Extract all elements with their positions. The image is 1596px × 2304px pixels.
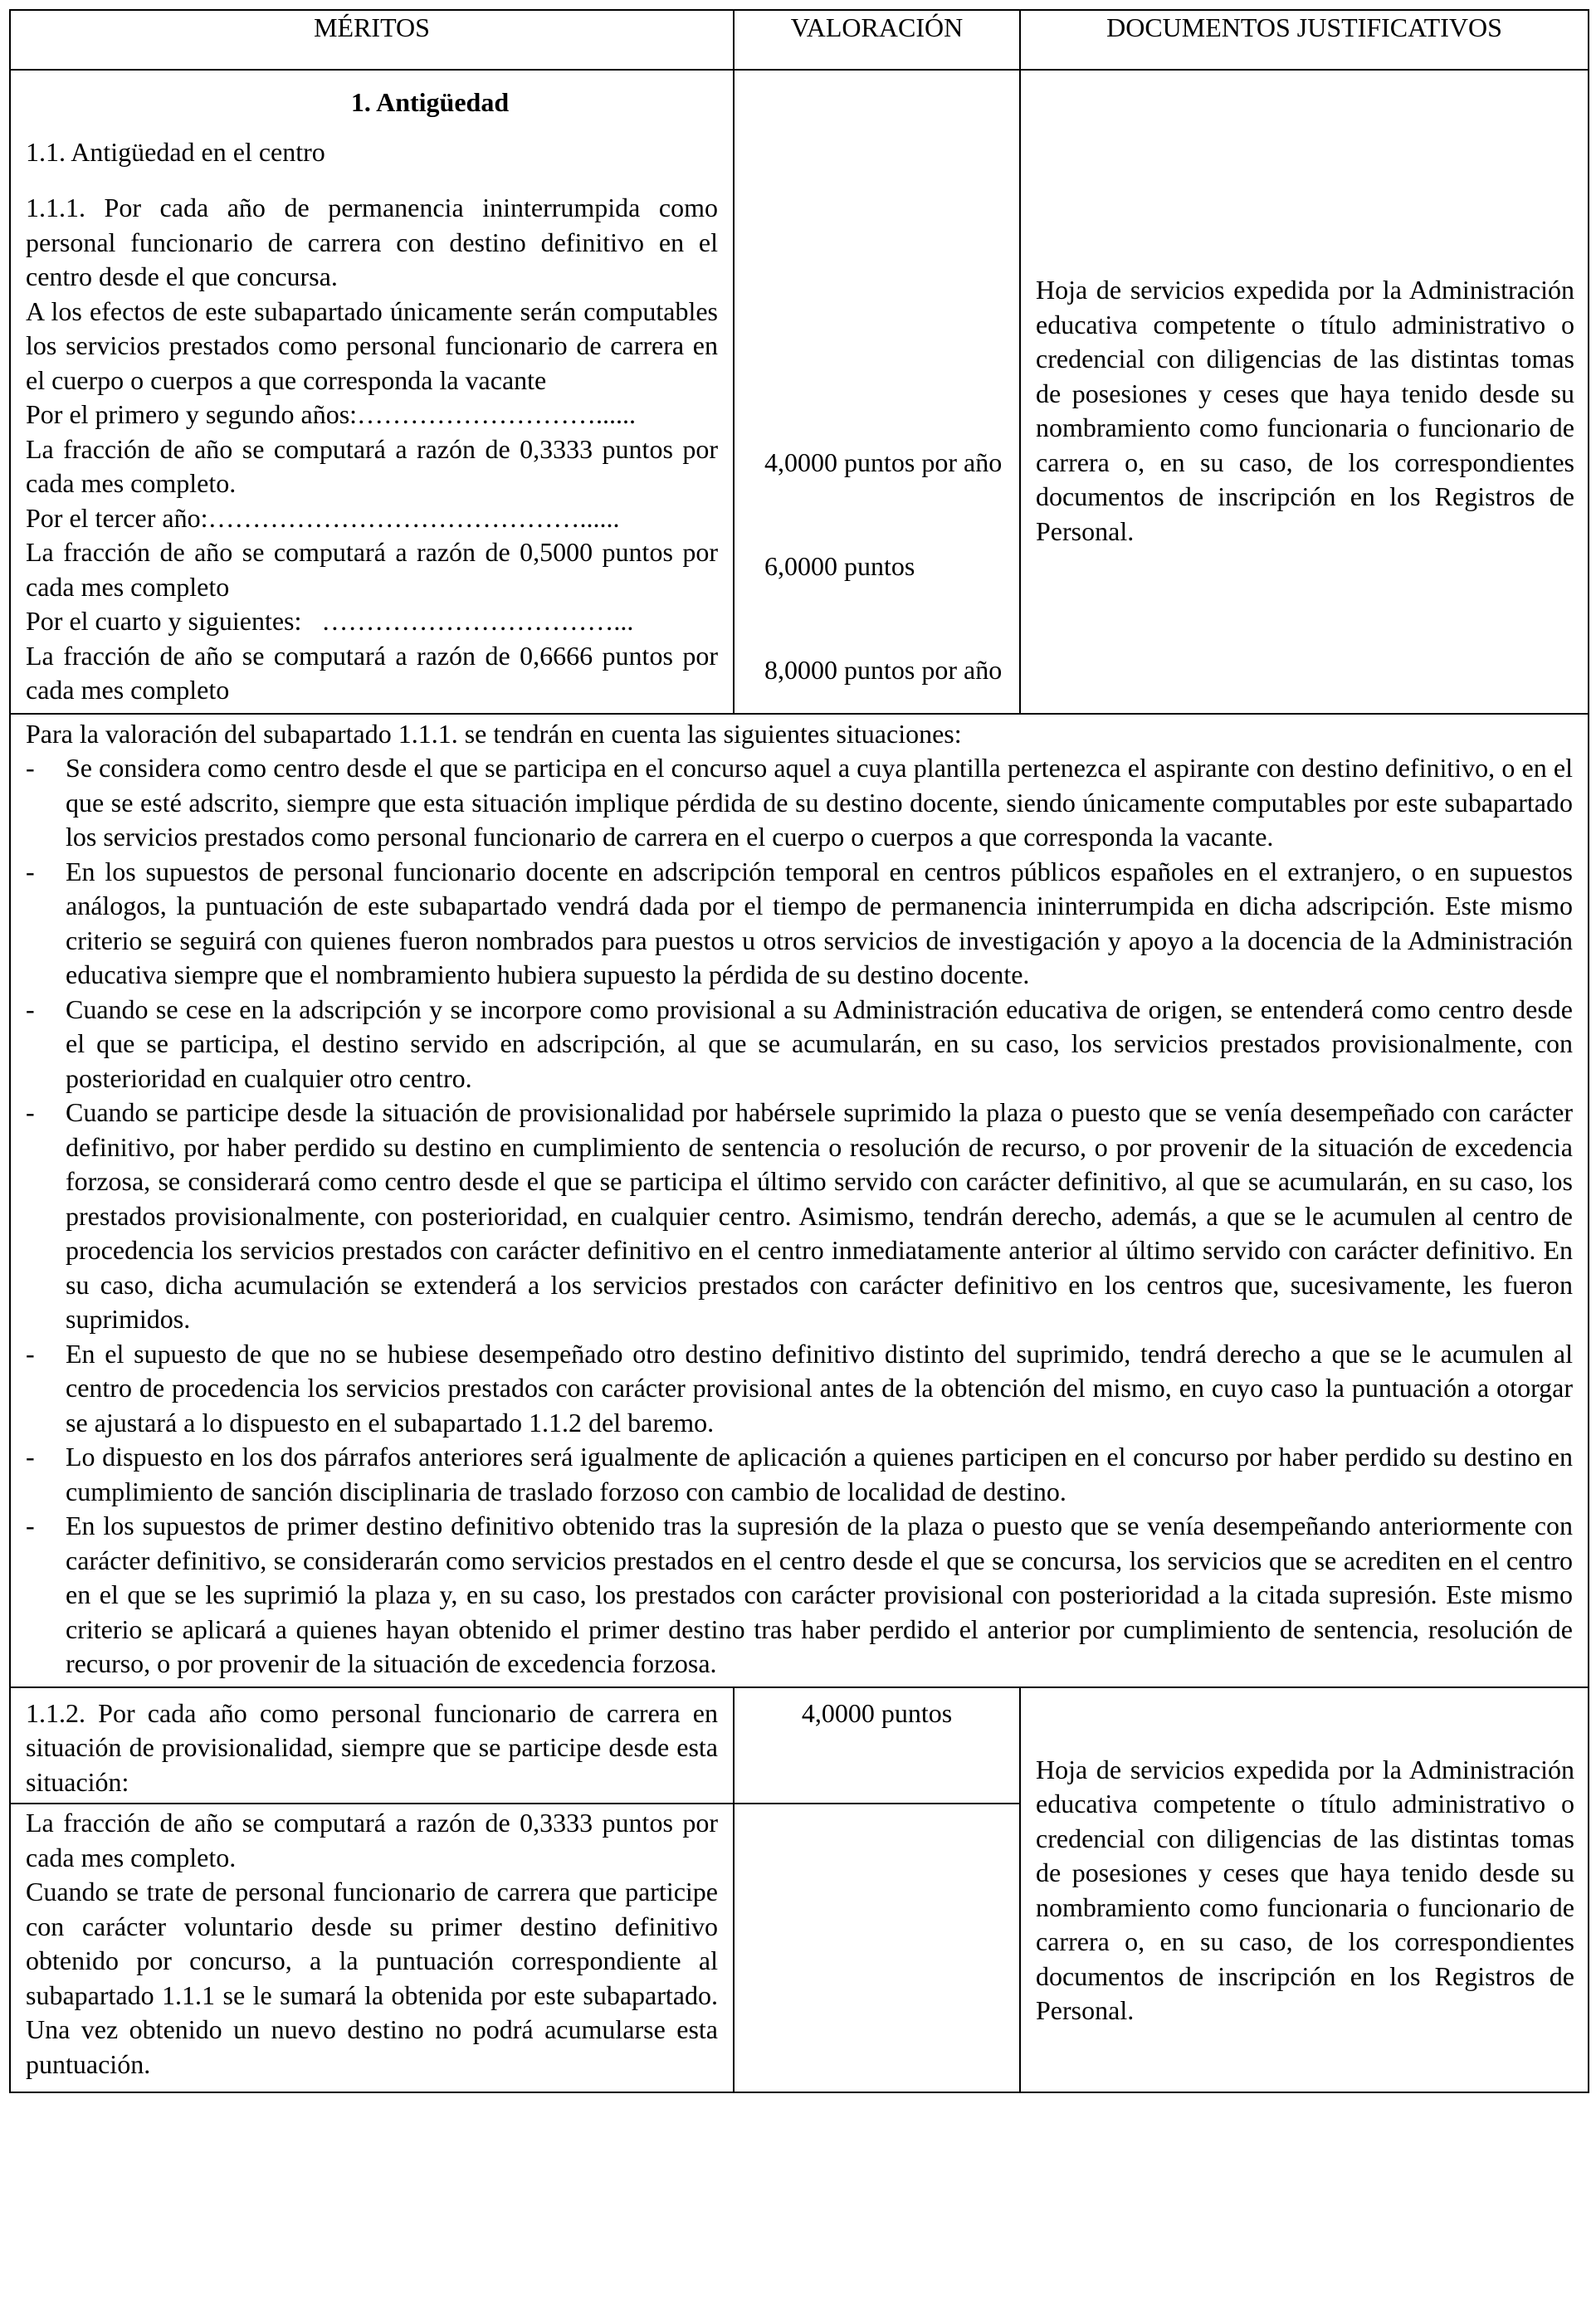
- cuarto-line: Por el cuarto y siguientes: ……………………………...: [26, 606, 634, 636]
- paragraph-111-efectos: A los efectos de este subapartado únicamente serán computables los servicios prestados como personal funcionario de carrera en el cuerpo o cuerpos a que corresponda la vacante: [26, 295, 718, 395]
- list-item: - En los supuestos de primer destino definitivo obtenido tras la supresión de la plaza o puesto que se venía desempeñando anteriormente con carácter definitivo, se considerarán como servicios prestados en el centro desde el que se concursa, los servicios que se acrediten en el centro en el que se les suprimió la plaza y, en su caso, los prestados con carácter provisional con posterioridad a la citada supresión. Este mismo criterio se aplicará a quienes hayan obtenido el primer destino tras haber perdido el anterior por cumplimiento de sentencia, resolución de recurso, o por provenir de la situación de excedencia forzosa.: [26, 1511, 1573, 1678]
- baremo-table: [9, 9, 1589, 2093]
- fraccion-1: La fracción de año se computará a razón de 0,3333 puntos por cada mes completo.: [26, 433, 718, 498]
- header-documentos: DOCUMENTOS JUSTIFICATIVOS: [1020, 10, 1589, 70]
- cell-112-valoracion: 4,0000 puntos: [734, 1687, 1020, 1804]
- fraccion-112: La fracción de año se computará a razón de 0,3333 puntos por cada mes completo.: [26, 1808, 718, 1872]
- cell-112-intro: 1.1.2. Por cada año como personal funcionario de carrera en situación de provisionalidad, siempre que se participe desde esta situación:: [10, 1687, 734, 1804]
- documentos-111: Hoja de servicios expedida por la Administración educativa competente o título administrativo o credencial con diligencias de las distintas tomas de posesiones y ceses que haya tenido desde su nombramiento como funcionaria o funcionario de carrera o, en su caso, de los correspondientes documentos de inscripción en los Registros de Personal.: [1036, 275, 1574, 546]
- valoracion-1: 4,0000 puntos por año: [764, 447, 1003, 477]
- list-item: - Cuando se cese en la adscripción y se incorpore como provisional a su Administración educativa de origen, se entenderá como centro desde el que se participa, el destino servido en adscripción, al que se acumularán, en su caso, los servicios prestados provisionalmente, con posterioridad en cualquier otro centro.: [26, 993, 1573, 1093]
- fraccion-3: La fracción de año se computará a razón de 0,6666 puntos por cada mes completo: [26, 640, 718, 705]
- header-meritos: MÉRITOS: [10, 10, 734, 70]
- notes-intro: Para la valoración del subapartado 1.1.1. se tendrán en cuenta las siguientes situaciones:: [26, 718, 962, 749]
- primero-segundo-line: Por el primero y segundo años:………………………......: [26, 399, 637, 429]
- cell-documentos-111: [1020, 70, 1589, 714]
- documentos-112: Hoja de servicios expedida por la Administración educativa competente o título administrativo o credencial con diligencias de las distintas tomas de posesiones y ceses que haya tenido desde su nombramiento como funcionaria o funcionario de carrera o, en su caso, de los correspondientes documentos de inscripción en los Registros de Personal.: [1036, 1754, 1574, 2025]
- section-title: 1. Antigüedad: [350, 87, 510, 117]
- row-antiguedad-centro: [10, 70, 1589, 714]
- valoracion-2: 6,0000 puntos: [764, 551, 915, 581]
- list-item: - En el supuesto de que no se hubiese desempeñado otro destino definitivo distinto del suprimido, tendrá derecho a que se le acumulen al centro de procedencia los servicios prestados con carácter provisional antes de la obtención del mismo, en cuyo caso la puntuación a otorgar se ajustará a lo dispuesto en el subapartado 1.1.2 del baremo.: [26, 1338, 1573, 1438]
- row-notes: [10, 714, 1589, 1687]
- cell-documentos-112: [1020, 1687, 1589, 2093]
- list-item: - Cuando se participe desde la situación de provisionalidad por habérsele suprimido la plaza o puesto que se venía desempeñado con carácter definitivo, por haber perdido su destino en cumplimiento de sentencia o resolución de recurso, o por provenir de la situación de excedencia forzosa, se considerará como centro desde el que se participa el último servido con carácter definitivo, al que se acumularán, en su caso, los prestados provisionalmente, con posterioridad, en cualquier centro. Asimismo, tendrán derecho, además, a que se le acumulen al centro de procedencia los servicios prestados con carácter definitivo en el centro inmediatamente anterior al último servido con carácter definitivo. En su caso, dicha acumulación se extenderá a los servicios prestados con carácter definitivo en los centros que, sucesivamente, les fueron suprimidos.: [26, 1097, 1573, 1334]
- voluntario-112: Cuando se trate de personal funcionario de carrera que participe con carácter voluntario desde su primer destino definitivo obtenido por concurso, a la puntuación correspondiente al subapartado 1.1.1 se le sumará la obtenida por este subapartado. Una vez obtenido un nuevo destino no podrá acumularse esta puntuación.: [26, 1877, 718, 2079]
- cell-112-empty: [734, 1804, 1020, 2092]
- fraccion-2: La fracción de año se computará a razón de 0,5000 puntos por cada mes completo: [26, 537, 718, 602]
- list-item: - Lo dispuesto en los dos párrafos anteriores será igualmente de aplicación a quienes participen en el concurso por haber perdido su destino en cumplimiento de sanción disciplinaria de traslado forzoso con cambio de localidad de destino.: [26, 1442, 1573, 1506]
- paragraph-111-intro: 1.1.1. Por cada año de permanencia ininterrumpida como personal funcionario de carrera con destino definitivo en el centro desde el que concursa.: [26, 193, 718, 291]
- cell-112-details: [10, 1804, 734, 2092]
- cell-meritos-111: [10, 70, 734, 714]
- header-valoracion: VALORACIÓN: [734, 10, 1020, 70]
- cell-notes: [10, 714, 1589, 1687]
- list-item: - Se considera como centro desde el que se participa en el concurso aquel a cuya plantilla pertenezca el aspirante con destino definitivo, o en el que se esté adscrito, siempre que esta situación implique pérdida de su destino docente, siendo únicamente computables por este subapartado los servicios prestados como personal funcionario de carrera en el cuerpo o cuerpos a que corresponda la vacante.: [26, 753, 1573, 852]
- tercer-line: Por el tercer año:……………………………………......: [26, 502, 620, 533]
- table-header-row: [10, 10, 1589, 70]
- list-item: - En los supuestos de personal funcionario docente en adscripción temporal en centros públicos españoles en el extranjero, o en supuestos análogos, la puntuación de este subapartado vendrá dada por el tiempo de permanencia ininterrumpida en dicha adscripción. Este mismo criterio se seguirá con quienes fueron nombrados para puestos u otros servicios de investigación y apoyo a la docencia de la Administración educativa siempre que el nombramiento hubiera supuesto la pérdida de su destino docente.: [26, 856, 1573, 989]
- subsection-title: 1.1. Antigüedad en el centro: [26, 136, 325, 167]
- valoracion-3: 8,0000 puntos por año: [764, 655, 1003, 685]
- row-112-intro: [10, 1687, 1589, 1804]
- cell-valoracion-111: [734, 70, 1020, 714]
